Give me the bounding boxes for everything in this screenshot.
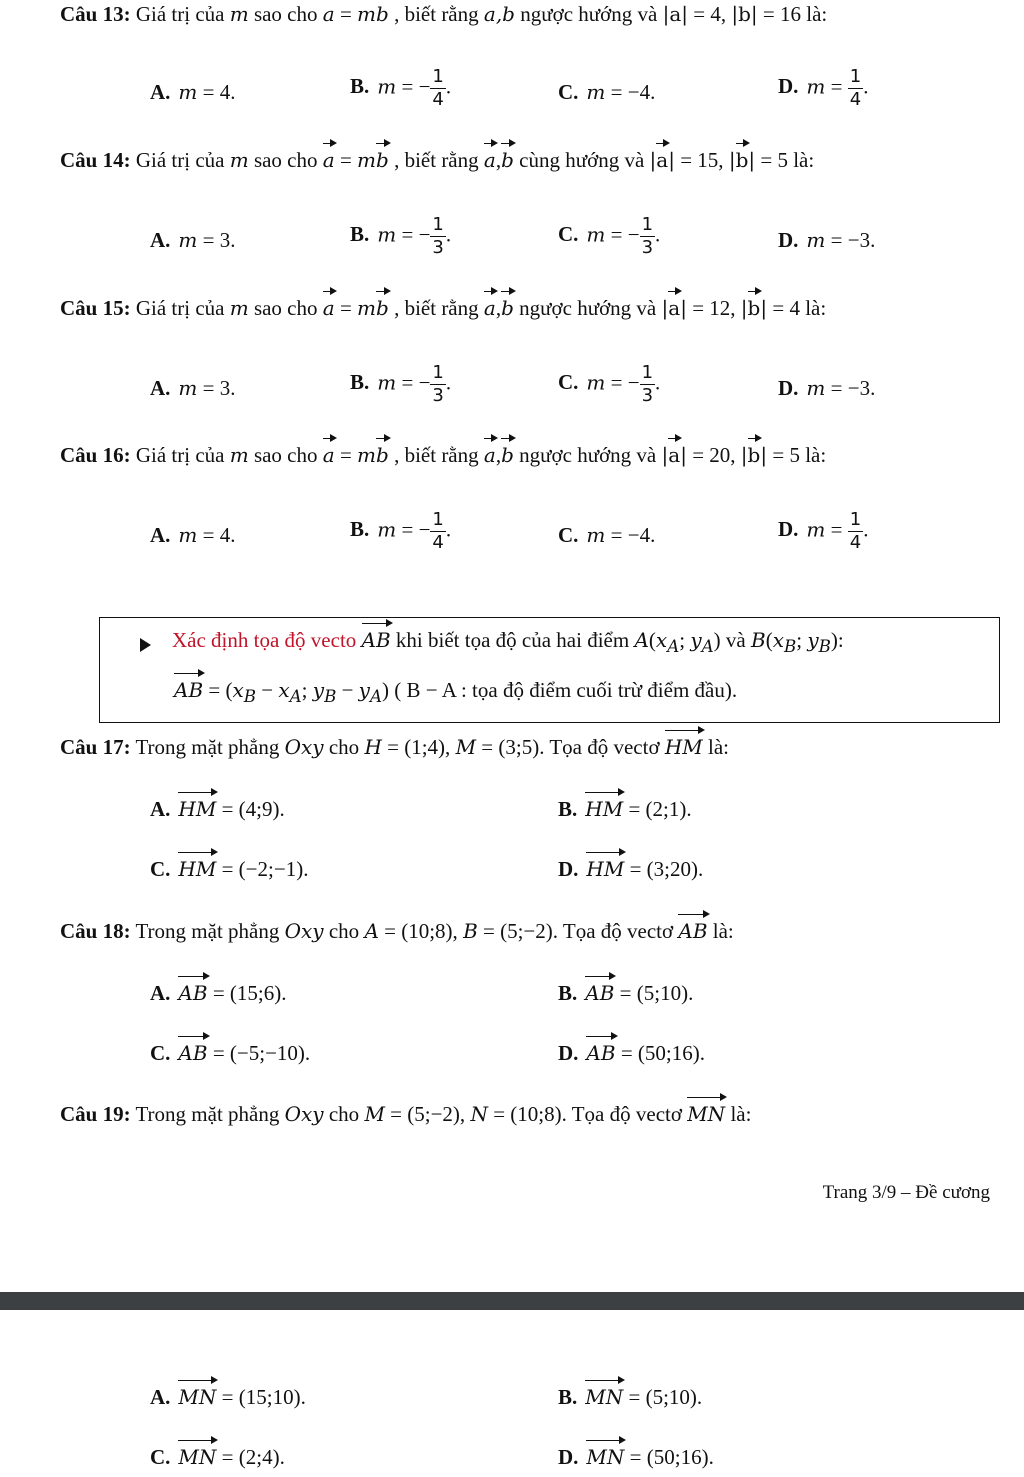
option-a[interactable]: A. m = 3.	[150, 228, 236, 252]
option-b[interactable]: B. m = − $\frac{1}{3}$ .	[350, 214, 452, 258]
option-d[interactable]: D. m = $\frac{1}{4}$ .	[778, 509, 869, 553]
question-14	[60, 148, 814, 173]
option-b[interactable]: B. MN = (5;10).	[558, 1385, 703, 1409]
option-b[interactable]: B. m = − $\frac{1}{4}$ .	[350, 66, 452, 110]
question-17	[60, 735, 729, 760]
question-text: Trong mặt phẳng Oxy cho H = (1;4), M = (3;5). Tọa độ vectơ HM là:	[135, 735, 729, 759]
rule-box	[99, 617, 1000, 723]
page-footer: Trang 3/9 – Đề cương	[822, 1182, 990, 1203]
option-d[interactable]: D. m = $\frac{1}{4}$ .	[778, 66, 869, 110]
option-d[interactable]: D. HM = (3;20).	[558, 857, 704, 881]
option-a[interactable]: A. m = 4.	[150, 523, 236, 547]
rule-note: ( B − A : tọa độ điểm cuối trừ điểm đầu).	[394, 678, 738, 702]
question-text: Giá trị của m sao cho a = mb , biết rằng a,b cùng hướng và |a| = 15, |b| = 5 là:	[135, 148, 815, 172]
option-b[interactable]: B. AB = (5;10).	[558, 981, 694, 1005]
option-c[interactable]: C. HM = (−2;−1).	[150, 857, 309, 881]
question-label: Câu 19:	[60, 1102, 131, 1126]
option-a[interactable]: A. m = 3.	[150, 376, 236, 400]
question-18	[60, 919, 734, 944]
bullet-arrow-icon	[140, 638, 151, 652]
question-label: Câu 15:	[60, 296, 131, 320]
option-c[interactable]: C. m = − $\frac{1}{3}$ .	[558, 214, 661, 258]
rule-line-2: AB = ($x_B - x_A$; $y_B - y_A$) ( B − A : tọa độ điểm cuối trừ điểm đầu).	[174, 678, 738, 706]
question-text: Trong mặt phẳng Oxy cho A = (10;8), B = (5;−2). Tọa độ vectơ AB là:	[135, 919, 734, 943]
option-c[interactable]: C. AB = (−5;−10).	[150, 1041, 311, 1065]
question-label: Câu 16:	[60, 443, 131, 467]
rule-line-1: Xác định tọa độ vecto AB khi biết tọa độ của hai điểm $A(x_A$; $y_A$) và $B(x_B$; $y_B$):	[172, 628, 844, 656]
rule-text: khi biết tọa độ của hai điểm	[395, 628, 630, 652]
option-b[interactable]: B. m = − $\frac{1}{3}$ .	[350, 362, 452, 406]
question-text: Giá trị của m sao cho a = mb , biết rằng a,b ngược hướng và |a| = 12, |b| = 4 là:	[135, 296, 827, 320]
question-16	[60, 443, 826, 468]
option-d[interactable]: D. MN = (50;16).	[558, 1445, 714, 1469]
question-text: Trong mặt phẳng Oxy cho M = (5;−2), N = (10;8). Tọa độ vectơ MN là:	[135, 1102, 752, 1126]
option-a[interactable]: A. m = 4.	[150, 80, 236, 104]
option-b[interactable]: B. HM = (2;1).	[558, 797, 692, 821]
option-d[interactable]: D. AB = (50;16).	[558, 1041, 705, 1065]
option-c[interactable]: C. m = − $\frac{1}{3}$ .	[558, 362, 661, 406]
question-15	[60, 296, 826, 321]
question-19	[60, 1102, 751, 1127]
question-label: Câu 13:	[60, 2, 131, 26]
question-text: Giá trị của m sao cho a = mb , biết rằng a,b ngược hướng và |a| = 4, |b| = 16 là:	[135, 2, 828, 26]
option-b[interactable]: B. m = − $\frac{1}{4}$ .	[350, 509, 452, 553]
question-label: Câu 18:	[60, 919, 131, 943]
question-13	[60, 2, 827, 27]
question-label: Câu 17:	[60, 735, 131, 759]
option-a[interactable]: A. MN = (15;10).	[150, 1385, 306, 1409]
option-c[interactable]: C. MN = (2;4).	[150, 1445, 285, 1469]
page-separator	[0, 1292, 1024, 1310]
option-a[interactable]: A. AB = (15;6).	[150, 981, 287, 1005]
question-text: Giá trị của m sao cho a = mb , biết rằng a,b ngược hướng và |a| = 20, |b| = 5 là:	[135, 443, 827, 467]
option-c[interactable]: C. m = −4.	[558, 523, 656, 547]
question-label: Câu 14:	[60, 148, 131, 172]
rule-heading: Xác định tọa độ vecto	[172, 628, 357, 652]
option-a[interactable]: A. HM = (4;9).	[150, 797, 285, 821]
option-c[interactable]: C. m = −4.	[558, 80, 656, 104]
document-page-4	[0, 1310, 1024, 1477]
option-d[interactable]: D. m = −3.	[778, 376, 876, 400]
rule-and: và	[725, 628, 746, 652]
option-d[interactable]: D. m = −3.	[778, 228, 876, 252]
